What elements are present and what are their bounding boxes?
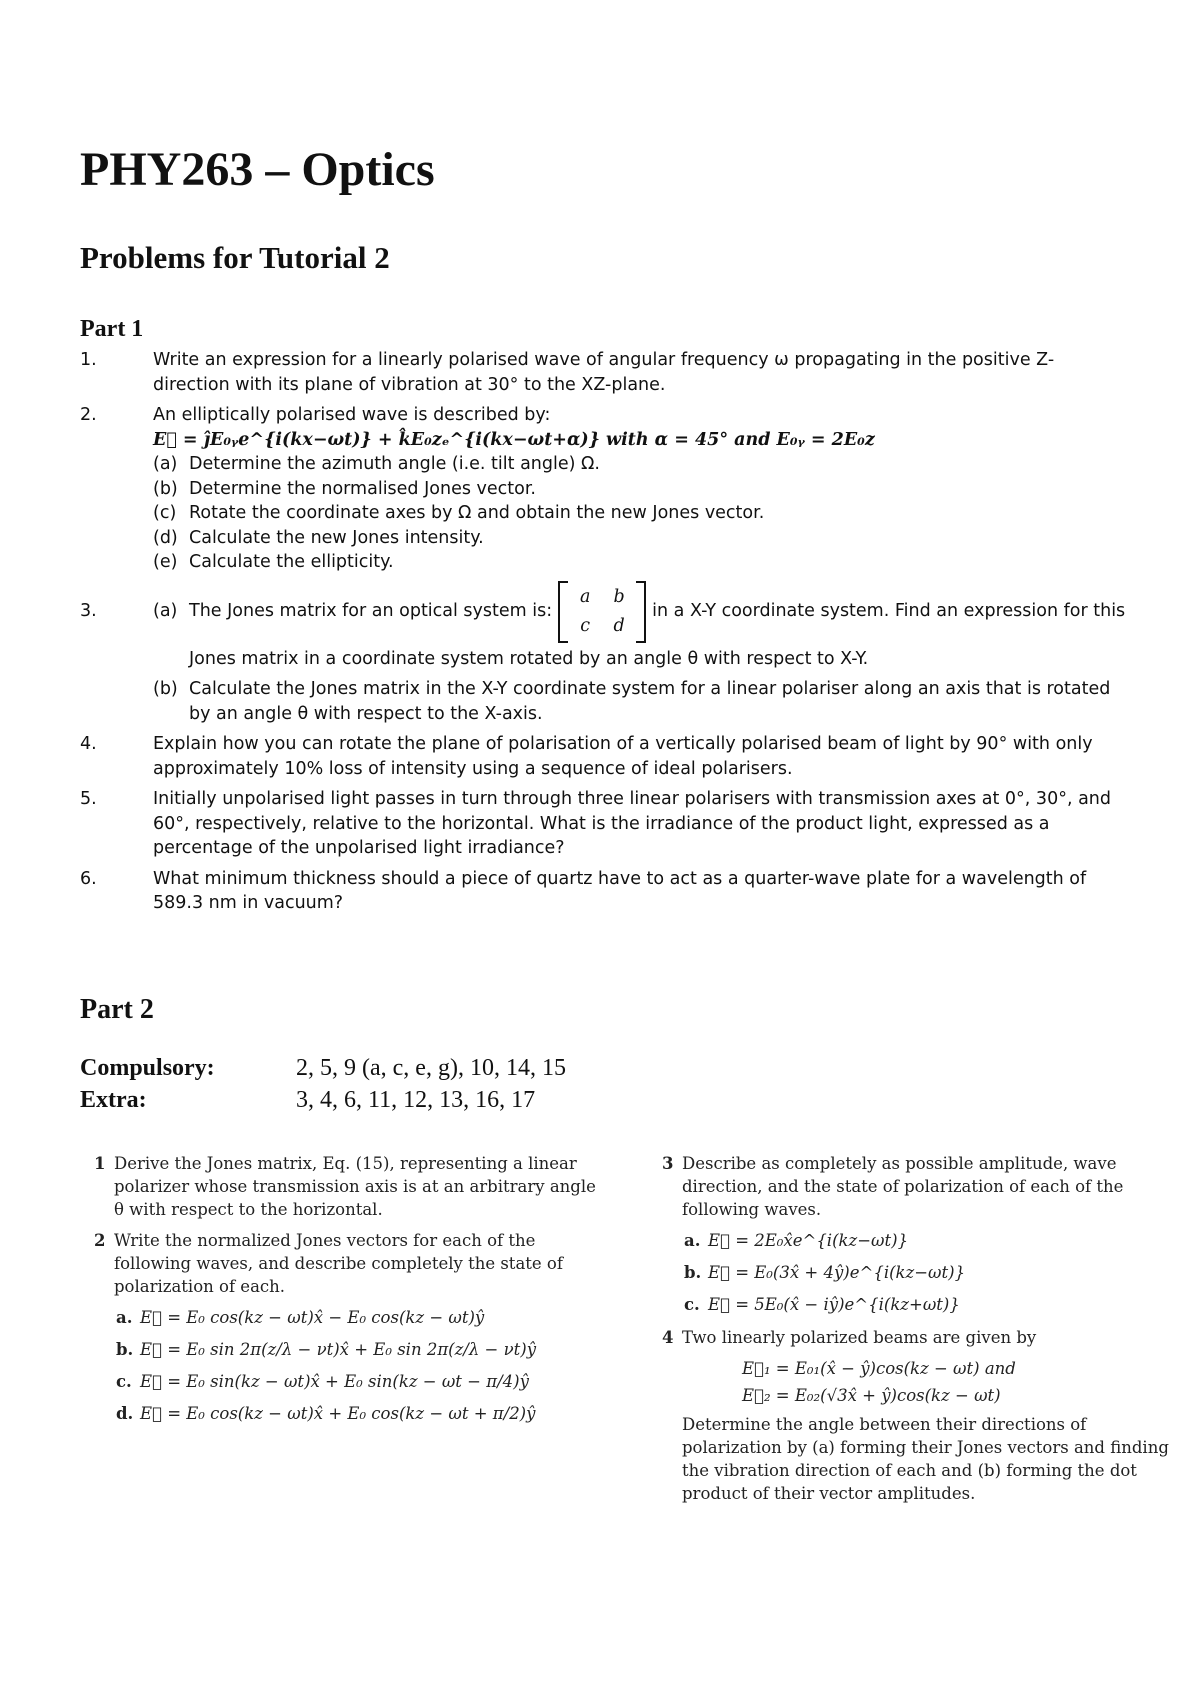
question-number: 4.: [80, 734, 97, 754]
book-question-text: Describe as completely as possible amplitude, wave direction, and the state of polarization of each of the following waves.: [682, 1154, 1124, 1219]
equation-text: E⃗ = E₀ cos(kz − ωt)x̂ − E₀ cos(kz − ωt)ŷ: [140, 1308, 485, 1327]
book-question-4: [662, 1326, 1174, 1349]
question-6: [80, 867, 1130, 916]
question-number: 3.: [80, 600, 97, 621]
subquestion-label: (b): [153, 679, 178, 699]
wave-equation: E⃗ = ĵE₀ᵧe^{i(kx−ωt)} + k̂E₀zₑ^{i(kx−ωt+α)} with α = 45° and E₀ᵧ = 2E₀z: [153, 429, 875, 450]
document-title: PHY263 – Optics: [80, 143, 435, 196]
book-question-3: [662, 1152, 1174, 1221]
subquestion: [153, 477, 1130, 502]
question-text: What minimum thickness should a piece of quartz have to act as a quarter-wave plate for a wavelength of 589.3 nm in vacuum?: [153, 868, 1087, 913]
part1-heading: Part 1: [80, 316, 144, 342]
document-subtitle: Problems for Tutorial 2: [80, 240, 390, 275]
book-question-number: 3: [662, 1154, 674, 1173]
subquestion-text: Determine the azimuth angle (i.e. tilt angle) Ω.: [189, 454, 600, 474]
question-intro: An elliptically polarised wave is described by:: [153, 405, 551, 425]
equation-label: c.: [684, 1295, 700, 1314]
jones-matrix: [558, 581, 646, 643]
question-number: 5.: [80, 789, 97, 809]
book-question-1: [94, 1152, 604, 1221]
matrix-entry: d: [613, 615, 625, 636]
matrix-entry: a: [579, 586, 591, 607]
book-equation: E⃗₂ = E₀₂(√3x̂ + ŷ)cos(kz − ωt): [742, 1386, 1001, 1405]
textbook-column-right: [662, 1152, 1174, 1505]
question-2: [80, 403, 1130, 575]
subquestion: [153, 550, 1130, 575]
subquestion-text: in a X-Y coordinate system. Find an expression for this: [652, 601, 1126, 622]
compulsory-value: 2, 5, 9 (a, c, e, g), 10, 14, 15: [296, 1055, 566, 1081]
book-equation: [116, 1370, 604, 1393]
subquestion: [153, 452, 1130, 477]
matrix-entry: b: [613, 586, 625, 607]
question-number: 2.: [80, 405, 97, 425]
equation-label: a.: [116, 1308, 133, 1327]
matrix-entry: c: [580, 615, 591, 636]
book-equation: [684, 1261, 1174, 1284]
equation-text: E⃗ = E₀ sin 2π(z/λ − νt)x̂ + E₀ sin 2π(z/λ − νt)ŷ: [140, 1340, 537, 1359]
subquestion-label: (e): [153, 552, 178, 572]
subquestion-text: Jones matrix in a coordinate system rotated by an angle θ with respect to X-Y.: [189, 648, 869, 669]
book-equation: [116, 1402, 604, 1425]
equation-text: E⃗ = 5E₀(x̂ − iŷ)e^{i(kz+ωt)}: [708, 1295, 960, 1314]
equation-text: E⃗ = E₀ cos(kz − ωt)x̂ + E₀ cos(kz − ωt + π/2)ŷ: [140, 1404, 536, 1423]
question-4: [80, 732, 1130, 781]
equation-text: E⃗ = E₀(3x̂ + 4ŷ)e^{i(kz−ωt)}: [708, 1263, 966, 1282]
question-text: Initially unpolarised light passes in turn through three linear polarisers with transmission axes at 0°, 30°, and 60°, respectively, relative to the horizontal. What is the irradiance of the product light, expressed as a percentage of the unpolarised light irradiance?: [153, 789, 1111, 858]
question-3: [80, 581, 1130, 727]
equation-label: a.: [684, 1231, 701, 1250]
question-1: [80, 348, 1130, 397]
book-equation: [684, 1293, 1174, 1316]
book-question-2: [94, 1229, 604, 1298]
subquestion: [153, 526, 1130, 551]
assignment-list: [80, 1052, 566, 1116]
question-5: [80, 787, 1130, 861]
subquestion: [153, 677, 1130, 726]
equation-text: E⃗ = 2E₀x̂e^{i(kz−ωt)}: [708, 1231, 909, 1250]
book-question-text: Determine the angle between their directions of polarization by (a) forming their Jones vectors and finding the vibration direction of each and (b) forming the dot product of their vector amplitudes.: [682, 1415, 1169, 1503]
book-question-number: 1: [94, 1154, 106, 1173]
book-question-number: 4: [662, 1328, 674, 1347]
question-number: 6.: [80, 868, 97, 889]
book-question-number: 2: [94, 1231, 106, 1250]
subquestion: [153, 501, 1130, 526]
book-equation: [116, 1306, 604, 1329]
question-text: Explain how you can rotate the plane of polarisation of a vertically polarised beam of light by 90° with only approximately 10% loss of intensity using a sequence of ideal polarisers.: [153, 734, 1093, 779]
book-equation: [684, 1229, 1174, 1252]
equation-label: c.: [116, 1372, 132, 1391]
subquestion-text: The Jones matrix for an optical system is:: [189, 601, 553, 622]
extra-value: 3, 4, 6, 11, 12, 13, 16, 17: [296, 1087, 536, 1113]
extra-label: Extra:: [80, 1087, 147, 1113]
book-question-text: Two linearly polarized beams are given by: [682, 1328, 1037, 1347]
subquestion-text: Rotate the coordinate axes by Ω and obtain the new Jones vector.: [189, 503, 765, 523]
subquestion-label: (c): [153, 503, 177, 523]
book-equation: [116, 1338, 604, 1361]
book-equation: E⃗₁ = E₀₁(x̂ − ŷ)cos(kz − ωt) and: [742, 1359, 1016, 1378]
equation-label: b.: [116, 1340, 134, 1359]
subquestion-text: Determine the normalised Jones vector.: [189, 478, 536, 499]
part2-heading: Part 2: [80, 994, 154, 1025]
subquestion-label: (d): [153, 527, 178, 548]
compulsory-label: Compulsory:: [80, 1055, 215, 1081]
subquestion-text: Calculate the ellipticity.: [189, 552, 394, 572]
equation-text: E⃗ = E₀ sin(kz − ωt)x̂ + E₀ sin(kz − ωt − π/4)ŷ: [140, 1372, 529, 1391]
textbook-column-left: [94, 1152, 604, 1434]
equation-label: d.: [116, 1404, 134, 1423]
part1-questions: [80, 348, 1130, 922]
book-question-text: Write the normalized Jones vectors for each of the following waves, and describe completely the state of polarization of each.: [114, 1231, 563, 1296]
subquestion-label: (a): [153, 454, 178, 474]
question-number: 1.: [80, 350, 97, 370]
book-question-text: Derive the Jones matrix, Eq. (15), representing a linear polarizer whose transmission axis is at an arbitrary angle θ with respect to the horizontal.: [114, 1154, 596, 1219]
question-text: Write an expression for a linearly polarised wave of angular frequency ω propagating in the positive Z-direction with its plane of vibration at 30° to the XZ-plane.: [153, 350, 1055, 395]
subquestion-label: (a): [153, 601, 178, 622]
subquestion-label: (b): [153, 478, 178, 499]
equation-label: b.: [684, 1263, 702, 1282]
subquestion-text: Calculate the new Jones intensity.: [189, 527, 484, 548]
subquestion-text: Calculate the Jones matrix in the X-Y coordinate system for a linear polariser along an axis that is rotated by an angle θ with respect to the X-axis.: [189, 679, 1111, 724]
